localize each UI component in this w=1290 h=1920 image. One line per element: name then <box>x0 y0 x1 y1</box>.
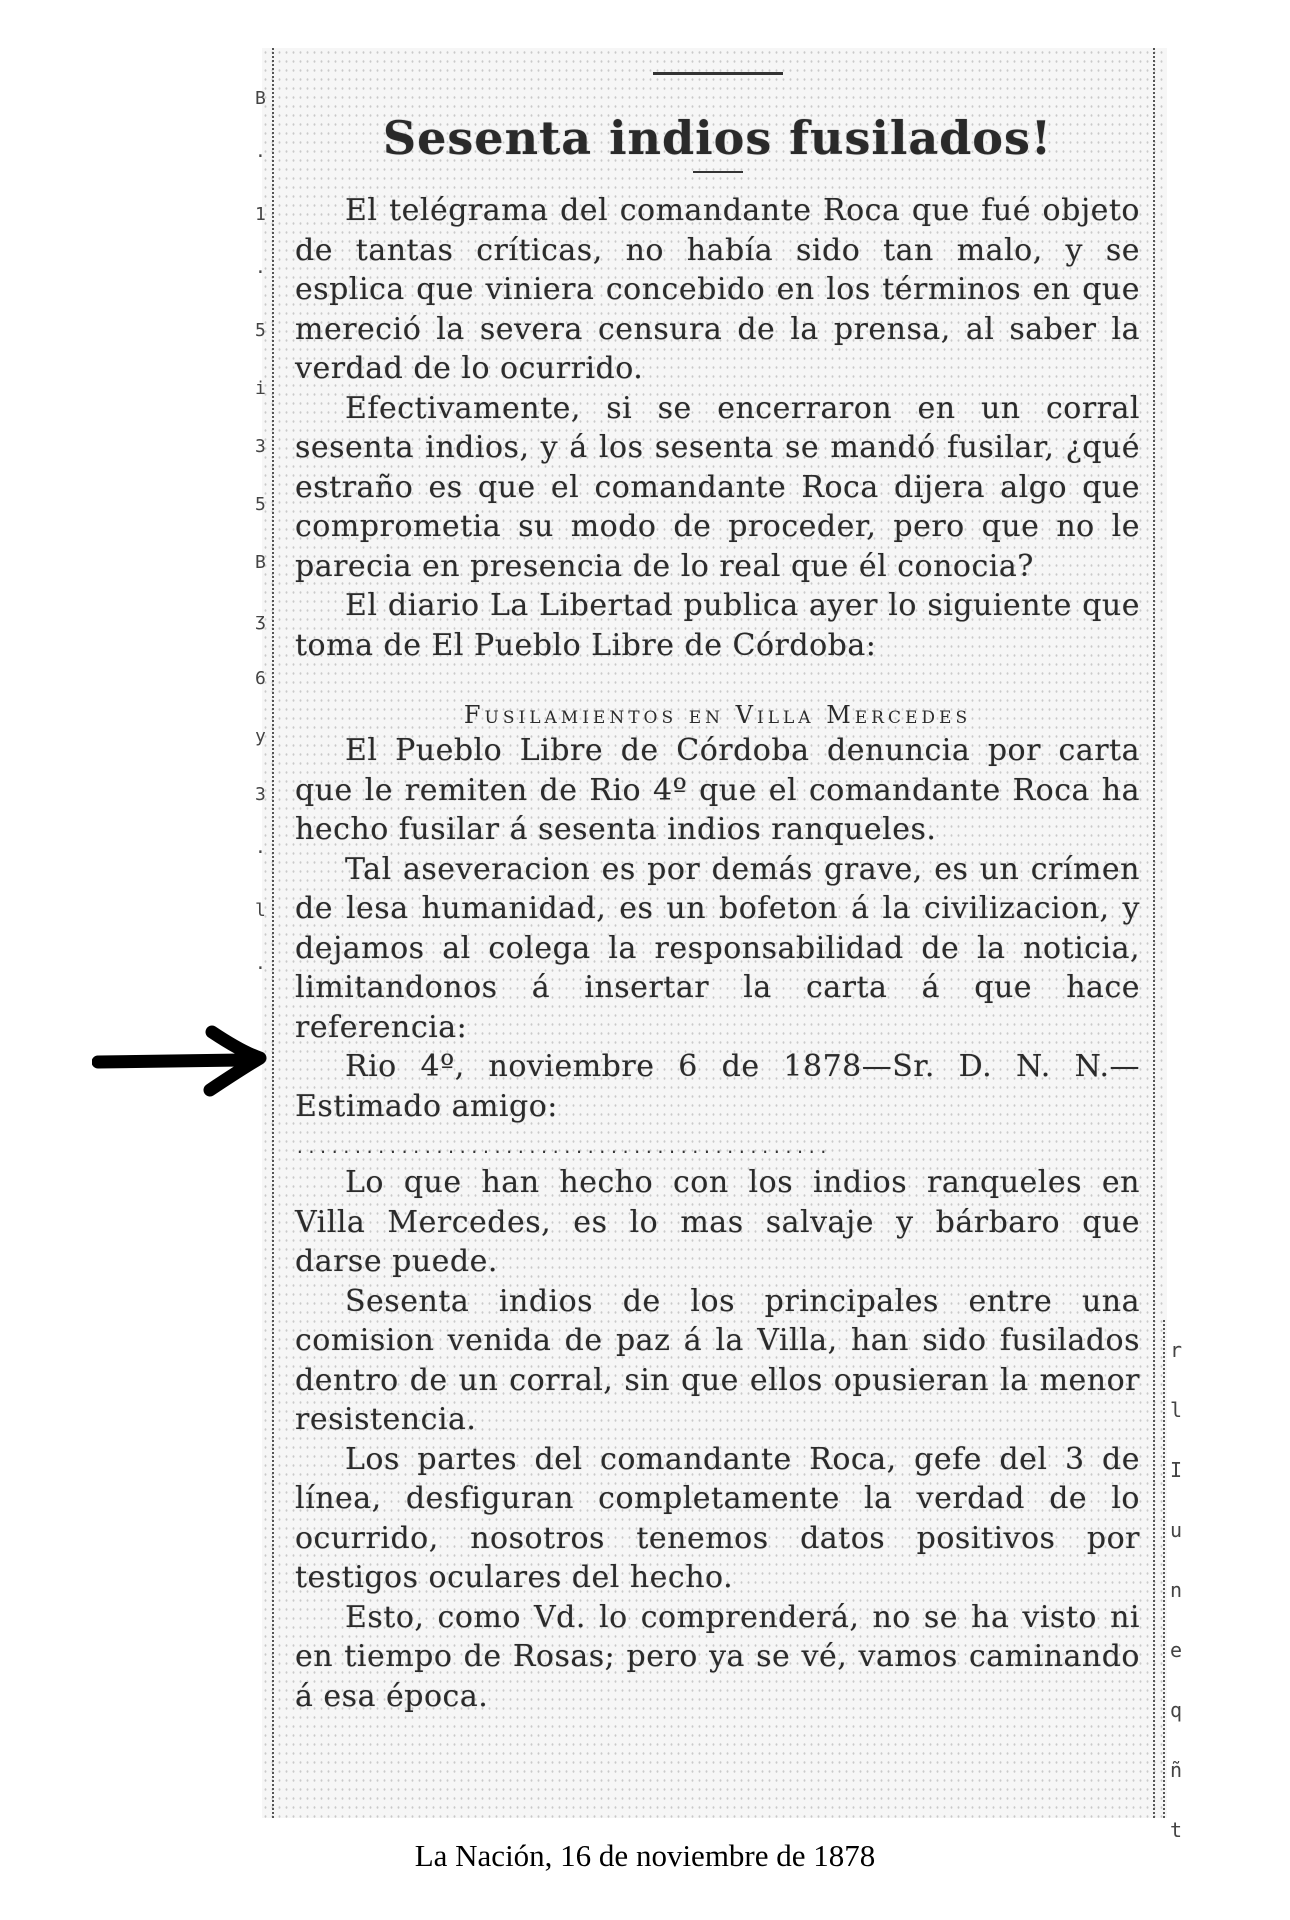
left-column-edge-fragments <box>255 70 269 998</box>
letter-paragraph: Esto, como Vd. lo comprenderá, no se ha visto ni en tiempo de Rosas; pero ya se vé, vamos caminando á esa época. <box>295 1599 1140 1714</box>
edge-glyph: ñ <box>1170 1758 1183 1782</box>
quoted-paragraph: El Pueblo Libre de Córdoba denuncia por carta que le remiten de Rio 4º que el comandante Roca ha hecho fusilar á sesenta indios ranqueles. <box>295 733 1140 847</box>
edge-glyph: l <box>255 900 266 921</box>
headline-separator-rule <box>693 171 743 173</box>
letter-paragraph: Lo que han hecho con los indios ranqueles en Villa Mercedes, es lo mas salvaje y bárbaro que darse puede. <box>295 1165 1140 1279</box>
article-paragraph: Efectivamente, si se encerraron en un corral sesenta indios, y á los sesenta se mandó fusilar, ¿qué estraño es que el comandante Roca dijera algo que comprometia su modo de proceder, pero que no le parecia en presencia de lo real que él conocia? <box>295 390 1140 584</box>
letter-paragraph: Los partes del comandante Roca, gefe del 3 de línea, desfiguran completamente la verdad de lo ocurrido, nosotros tenemos datos positivos por testigos oculares del hecho. <box>295 1441 1140 1595</box>
edge-glyph: l <box>1170 1398 1183 1422</box>
article-headline: Sesenta indios fusilados! <box>382 111 1053 165</box>
edge-glyph: B <box>255 552 266 573</box>
left-column-rule <box>272 48 277 1818</box>
right-column-edge-fragments <box>1170 1320 1184 1860</box>
dotted-separator: .............................................. <box>295 1138 831 1157</box>
edge-glyph: 3 <box>255 436 266 457</box>
edge-glyph: I <box>1170 1458 1183 1482</box>
article-paragraph: El diario La Libertad publica ayer lo siguiente que toma de El Pueblo Libre de Córdoba: <box>295 588 1140 663</box>
quoted-subheading: Fusilamientos en Villa Mercedes <box>463 701 972 729</box>
edge-glyph: · <box>255 262 266 283</box>
edge-glyph: 5 <box>255 494 266 515</box>
edge-glyph: · <box>255 958 266 979</box>
article-paragraph: El telégrama del comandante Roca que fué objeto de tantas críticas, no había sido tan malo, y se esplica que viniera concebido en los términos en que mereció la severa censura de la prensa, al saber la verdad de lo ocurrido. <box>295 193 1140 386</box>
edge-glyph: B <box>255 88 266 109</box>
edge-glyph: n <box>1170 1578 1183 1602</box>
edge-glyph: t <box>1170 1818 1183 1842</box>
edge-glyph: e <box>1170 1638 1183 1662</box>
edge-glyph: · <box>255 842 266 863</box>
right-outer-column-rule <box>1163 1320 1168 1818</box>
letter-paragraph: Sesenta indios de los principales entre una comision venida de paz á la Villa, han sido fusilados dentro de un corral, sin que ellos opusieran la menor resistencia. <box>295 1283 1140 1437</box>
edge-glyph: · <box>255 146 266 167</box>
article-column <box>295 60 1140 1716</box>
right-arrow-icon <box>92 1018 270 1098</box>
right-column-rule <box>1153 48 1158 1818</box>
quoted-paragraph: Rio 4º, noviembre 6 de 1878—Sr. D. N. N.—Estimado amigo: <box>295 1049 1140 1124</box>
edge-glyph: 1 <box>255 204 266 225</box>
edge-glyph: u <box>1170 1518 1183 1542</box>
image-caption: La Nación, 16 de noviembre de 1878 <box>414 1838 876 1873</box>
edge-glyph: i <box>255 378 266 399</box>
edge-glyph: q <box>1170 1698 1183 1722</box>
top-separator-rule <box>653 72 783 75</box>
edge-glyph: 3 <box>255 784 266 805</box>
edge-glyph: y <box>255 726 266 747</box>
edge-glyph: 5 <box>255 320 266 341</box>
edge-glyph: r <box>1170 1338 1183 1362</box>
edge-glyph: ʒ <box>255 610 266 631</box>
edge-glyph: 6 <box>255 668 266 689</box>
quoted-paragraph: Tal aseveracion es por demás grave, es un crímen de lesa humanidad, es un bofeton á la civilizacion, y dejamos al colega la responsabilidad de la noticia, limitandonos á insertar la carta á que hace referencia: <box>295 851 1140 1045</box>
